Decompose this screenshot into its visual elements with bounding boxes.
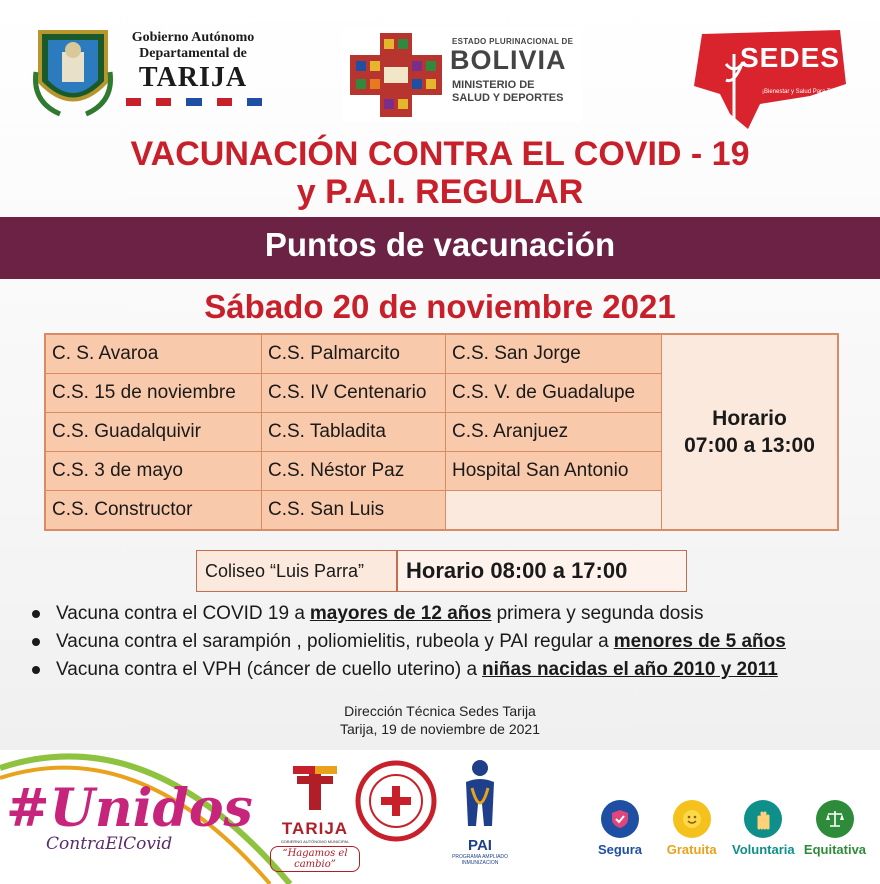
unidos-text: #Unidos <box>6 778 253 839</box>
unidos-subtext: ContraElCovid <box>46 834 173 854</box>
title-line1: VACUNACIÓN CONTRA EL COVID - 19 <box>130 135 750 173</box>
table-cell: Hospital San Antonio <box>445 451 662 491</box>
signature-line2: Tarija, 19 de noviembre de 2021 <box>339 721 541 737</box>
table-cell: C.S. Néstor Paz <box>261 451 446 491</box>
table-cell: C.S. San Jorge <box>445 334 662 374</box>
vaccination-points-table <box>44 333 839 531</box>
table-cell: C. S. Avaroa <box>45 334 262 374</box>
tarija-logo-line1: Gobierno Autónomo <box>131 30 255 45</box>
municipal-slogan: “Hagamos el cambio” <box>270 846 360 872</box>
smile-icon <box>673 800 711 838</box>
value-voluntaria: Voluntaria <box>728 800 798 870</box>
sedes-logo <box>690 24 850 134</box>
coliseo-name: Coliseo “Luis Parra” <box>196 550 397 592</box>
bolivia-logo-line3: MINISTERIO DE SALUD Y DEPORTES <box>452 79 564 104</box>
sedes-tagline: ¡Bienestar y Salud Para TODOS! <box>762 89 850 95</box>
band-title: Puntos de vacunación <box>264 226 616 263</box>
pai-logo <box>440 758 520 878</box>
table-cell: C.S. Constructor <box>45 490 262 530</box>
bolivia-ministry-logo <box>342 27 582 122</box>
table-cell: C.S. 15 de noviembre <box>45 373 262 413</box>
date-title: Sábado 20 de noviembre 2021 <box>204 288 676 325</box>
table-cell: C.S. IV Centenario <box>261 373 446 413</box>
table-cell-empty <box>445 490 662 530</box>
page-title <box>0 135 880 211</box>
municipal-tarija-sub: GOBIERNO AUTÓNOMO MUNICIPAL <box>280 839 350 844</box>
bullet-icon <box>32 610 40 618</box>
list-item: Vacuna contra el sarampión , poliomielitis, rubeola y PAI regular a menores de 5 años <box>32 628 872 656</box>
chakana-icon <box>350 33 442 117</box>
hours-cell <box>661 334 838 530</box>
bolivia-logo-line2: BOLIVIA <box>450 45 567 75</box>
unidos-contra-el-covid-logo <box>6 778 266 878</box>
shield-check-icon <box>601 800 639 838</box>
tarija-logo-line3: TARIJA <box>138 62 248 93</box>
hours-value: 07:00 a 13:00 <box>684 434 815 457</box>
bolivia-logo-line1: ESTADO PLURINACIONAL DE <box>452 37 574 46</box>
pai-subtext: PROGRAMA AMPLIADO INMUNIZACION <box>452 854 508 866</box>
tarija-map-icon <box>690 24 850 134</box>
value-segura: Segura <box>585 800 655 870</box>
sedes-name: SEDES <box>740 42 840 73</box>
vaccine-list <box>32 600 872 684</box>
list-item: Vacuna contra el COVID 19 a mayores de 12 años primera y segunda dosis <box>32 600 872 628</box>
list-item: Vacuna contra el VPH (cáncer de cuello uterino) a niñas nacidas el año 2010 y 2011 <box>32 656 872 684</box>
bullet-icon <box>32 666 40 674</box>
value-gratuita: Gratuita <box>657 800 727 870</box>
signature-line1: Dirección Técnica Sedes Tarija <box>344 703 536 719</box>
tarija-coat-of-arms-icon <box>30 22 116 122</box>
health-network-seal <box>355 760 437 842</box>
vaccine-values <box>585 800 870 870</box>
pai-figure-icon <box>460 758 500 830</box>
flag-stripe <box>126 98 262 106</box>
municipal-mark-icon <box>289 762 341 814</box>
scales-icon <box>816 800 854 838</box>
municipal-tarija-word: TARIJA <box>281 819 349 838</box>
table-cell: C.S. 3 de mayo <box>45 451 262 491</box>
table-cell: C.S. Guadalquivir <box>45 412 262 452</box>
bullet-icon <box>32 638 40 646</box>
table-cell: C.S. Tabladita <box>261 412 446 452</box>
value-equitativa: Equitativa <box>800 800 870 870</box>
municipal-tarija-logo <box>270 762 360 872</box>
hours-label: Horario <box>712 407 787 430</box>
raised-hand-icon <box>744 800 782 838</box>
table-cell: C.S. V. de Guadalupe <box>445 373 662 413</box>
table-cell: C.S. San Luis <box>261 490 446 530</box>
table-cell: C.S. Palmarcito <box>261 334 446 374</box>
seal-icon <box>355 760 437 842</box>
tarija-government-logo <box>30 22 270 122</box>
table-cell: C.S. Aranjuez <box>445 412 662 452</box>
title-line2: y P.A.I. REGULAR <box>296 173 584 211</box>
coliseo-hours: Horario 08:00 a 17:00 <box>397 550 687 592</box>
tarija-logo-line2: Departamental de <box>139 46 247 61</box>
pai-text: PAI <box>468 837 492 854</box>
